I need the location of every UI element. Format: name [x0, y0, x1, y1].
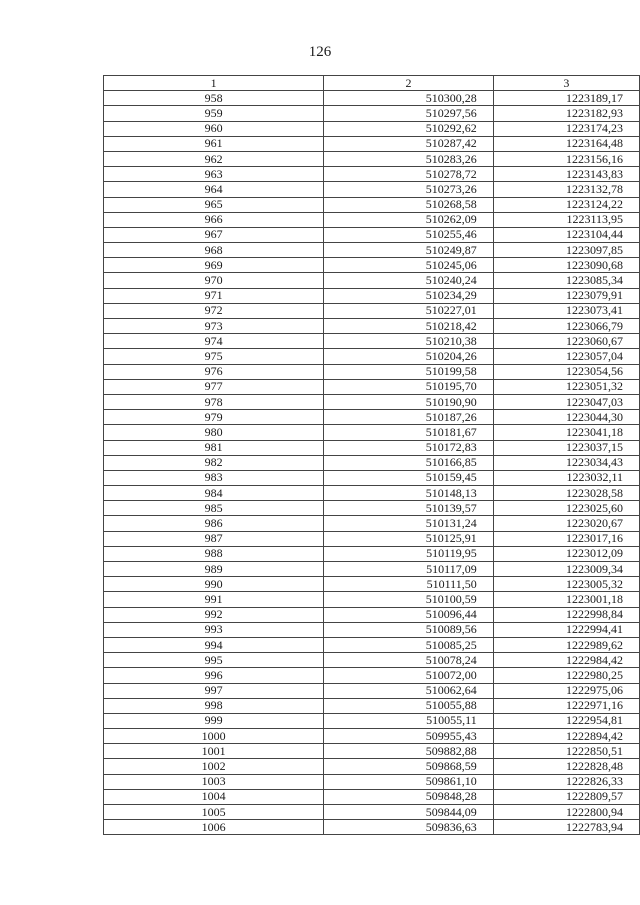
x-coordinate-cell: 510245,06: [324, 258, 494, 273]
column-header-y: 3: [493, 76, 639, 91]
y-coordinate-cell: 1223143,83: [493, 167, 639, 182]
y-coordinate-cell: 1223047,03: [493, 394, 639, 409]
point-number-cell: 987: [104, 531, 324, 546]
x-coordinate-cell: 510055,88: [324, 698, 494, 713]
y-coordinate-cell: 1223020,67: [493, 516, 639, 531]
point-number-cell: 973: [104, 319, 324, 334]
table-row: [104, 531, 640, 546]
point-number-cell: 978: [104, 394, 324, 409]
x-coordinate-cell: 510100,59: [324, 592, 494, 607]
point-number-cell: 988: [104, 546, 324, 561]
x-coordinate-cell: 510297,56: [324, 106, 494, 121]
table-row: [104, 394, 640, 409]
table-row: [104, 319, 640, 334]
point-number-cell: 962: [104, 151, 324, 166]
table-row: [104, 486, 640, 501]
point-number-cell: 959: [104, 106, 324, 121]
x-coordinate-cell: 510300,28: [324, 91, 494, 106]
y-coordinate-cell: 1223017,16: [493, 531, 639, 546]
table-row: [104, 759, 640, 774]
point-number-cell: 979: [104, 410, 324, 425]
y-coordinate-cell: 1222975,06: [493, 683, 639, 698]
x-coordinate-cell: 510148,13: [324, 486, 494, 501]
x-coordinate-cell: 510199,58: [324, 364, 494, 379]
table-row: [104, 440, 640, 455]
y-coordinate-cell: 1222989,62: [493, 637, 639, 652]
point-number-cell: 1000: [104, 729, 324, 744]
point-number-cell: 968: [104, 243, 324, 258]
y-coordinate-cell: 1222809,57: [493, 789, 639, 804]
x-coordinate-cell: 510234,29: [324, 288, 494, 303]
point-number-cell: 958: [104, 91, 324, 106]
table-row: [104, 303, 640, 318]
x-coordinate-cell: 510204,26: [324, 349, 494, 364]
x-coordinate-cell: 509868,59: [324, 759, 494, 774]
table-row: [104, 258, 640, 273]
y-coordinate-cell: 1222800,94: [493, 805, 639, 820]
y-coordinate-cell: 1223113,95: [493, 212, 639, 227]
y-coordinate-cell: 1222971,16: [493, 698, 639, 713]
x-coordinate-cell: 510287,42: [324, 136, 494, 151]
point-number-cell: 994: [104, 637, 324, 652]
table-row: [104, 470, 640, 485]
x-coordinate-cell: 510139,57: [324, 501, 494, 516]
y-coordinate-cell: 1223189,17: [493, 91, 639, 106]
y-coordinate-cell: 1223041,18: [493, 425, 639, 440]
table-row: [104, 379, 640, 394]
x-coordinate-cell: 510055,11: [324, 713, 494, 728]
x-coordinate-cell: 510210,38: [324, 334, 494, 349]
x-coordinate-cell: 510292,62: [324, 121, 494, 136]
y-coordinate-cell: 1222984,42: [493, 653, 639, 668]
table-row: [104, 197, 640, 212]
y-coordinate-cell: 1223066,79: [493, 319, 639, 334]
point-number-cell: 991: [104, 592, 324, 607]
y-coordinate-cell: 1223032,11: [493, 470, 639, 485]
x-coordinate-cell: 510240,24: [324, 273, 494, 288]
point-number-cell: 970: [104, 273, 324, 288]
table-row: [104, 243, 640, 258]
y-coordinate-cell: 1223090,68: [493, 258, 639, 273]
y-coordinate-cell: 1223060,67: [493, 334, 639, 349]
point-number-cell: 982: [104, 455, 324, 470]
y-coordinate-cell: 1223057,04: [493, 349, 639, 364]
point-number-cell: 1005: [104, 805, 324, 820]
column-header-number: 1: [104, 76, 324, 91]
point-number-cell: 983: [104, 470, 324, 485]
table-row: [104, 683, 640, 698]
table-row: [104, 668, 640, 683]
x-coordinate-cell: 510096,44: [324, 607, 494, 622]
y-coordinate-cell: 1223037,15: [493, 440, 639, 455]
y-coordinate-cell: 1222980,25: [493, 668, 639, 683]
y-coordinate-cell: 1222826,33: [493, 774, 639, 789]
point-number-cell: 965: [104, 197, 324, 212]
table-row: [104, 637, 640, 652]
x-coordinate-cell: 510172,83: [324, 440, 494, 455]
x-coordinate-cell: 510249,87: [324, 243, 494, 258]
y-coordinate-cell: 1223097,85: [493, 243, 639, 258]
table-row: [104, 607, 640, 622]
point-number-cell: 998: [104, 698, 324, 713]
x-coordinate-cell: 510278,72: [324, 167, 494, 182]
y-coordinate-cell: 1223051,32: [493, 379, 639, 394]
table-row: [104, 653, 640, 668]
point-number-cell: 975: [104, 349, 324, 364]
table-row: [104, 364, 640, 379]
column-header-x: 2: [324, 76, 494, 91]
x-coordinate-cell: 509844,09: [324, 805, 494, 820]
point-number-cell: 980: [104, 425, 324, 440]
table-row: [104, 744, 640, 759]
x-coordinate-cell: 510283,26: [324, 151, 494, 166]
x-coordinate-cell: 510131,24: [324, 516, 494, 531]
table-row: [104, 805, 640, 820]
y-coordinate-cell: 1222994,41: [493, 622, 639, 637]
point-number-cell: 1004: [104, 789, 324, 804]
y-coordinate-cell: 1222894,42: [493, 729, 639, 744]
y-coordinate-cell: 1223034,43: [493, 455, 639, 470]
y-coordinate-cell: 1223025,60: [493, 501, 639, 516]
y-coordinate-cell: 1223156,16: [493, 151, 639, 166]
y-coordinate-cell: 1223182,93: [493, 106, 639, 121]
point-number-cell: 992: [104, 607, 324, 622]
x-coordinate-cell: 510255,46: [324, 227, 494, 242]
table-row: [104, 182, 640, 197]
point-number-cell: 985: [104, 501, 324, 516]
table-body: [104, 91, 640, 835]
point-number-cell: 990: [104, 577, 324, 592]
x-coordinate-cell: 510111,50: [324, 577, 494, 592]
point-number-cell: 999: [104, 713, 324, 728]
x-coordinate-cell: 510187,26: [324, 410, 494, 425]
y-coordinate-cell: 1223044,30: [493, 410, 639, 425]
x-coordinate-cell: 509882,88: [324, 744, 494, 759]
table-row: [104, 227, 640, 242]
table-row: [104, 212, 640, 227]
x-coordinate-cell: 510117,09: [324, 562, 494, 577]
y-coordinate-cell: 1223005,32: [493, 577, 639, 592]
point-number-cell: 997: [104, 683, 324, 698]
point-number-cell: 1002: [104, 759, 324, 774]
y-coordinate-cell: 1222828,48: [493, 759, 639, 774]
point-number-cell: 967: [104, 227, 324, 242]
table-row: [104, 501, 640, 516]
point-number-cell: 972: [104, 303, 324, 318]
table-row: [104, 820, 640, 835]
table-row: [104, 410, 640, 425]
table-header: [104, 76, 640, 91]
point-number-cell: 971: [104, 288, 324, 303]
x-coordinate-cell: 510062,64: [324, 683, 494, 698]
point-number-cell: 989: [104, 562, 324, 577]
point-number-cell: 977: [104, 379, 324, 394]
point-number-cell: 966: [104, 212, 324, 227]
y-coordinate-cell: 1222850,51: [493, 744, 639, 759]
point-number-cell: 996: [104, 668, 324, 683]
table-row: [104, 121, 640, 136]
y-coordinate-cell: 1223009,34: [493, 562, 639, 577]
table-row: [104, 151, 640, 166]
point-number-cell: 984: [104, 486, 324, 501]
point-number-cell: 981: [104, 440, 324, 455]
table-row: [104, 349, 640, 364]
y-coordinate-cell: 1223001,18: [493, 592, 639, 607]
table-row: [104, 106, 640, 121]
point-number-cell: 1001: [104, 744, 324, 759]
y-coordinate-cell: 1223124,22: [493, 197, 639, 212]
point-number-cell: 961: [104, 136, 324, 151]
point-number-cell: 976: [104, 364, 324, 379]
x-coordinate-cell: 509861,10: [324, 774, 494, 789]
x-coordinate-cell: 510159,45: [324, 470, 494, 485]
x-coordinate-cell: 510195,70: [324, 379, 494, 394]
point-number-cell: 993: [104, 622, 324, 637]
y-coordinate-cell: 1222783,94: [493, 820, 639, 835]
x-coordinate-cell: 510181,67: [324, 425, 494, 440]
table-row: [104, 91, 640, 106]
coordinates-table: [103, 75, 640, 835]
point-number-cell: 986: [104, 516, 324, 531]
y-coordinate-cell: 1223164,48: [493, 136, 639, 151]
y-coordinate-cell: 1223028,58: [493, 486, 639, 501]
table-row: [104, 789, 640, 804]
table-row: [104, 729, 640, 744]
table-row: [104, 288, 640, 303]
y-coordinate-cell: 1223054,56: [493, 364, 639, 379]
table-row: [104, 455, 640, 470]
table-header-row: [104, 76, 640, 91]
page-number: 126: [308, 44, 332, 60]
x-coordinate-cell: 510089,56: [324, 622, 494, 637]
y-coordinate-cell: 1223132,78: [493, 182, 639, 197]
x-coordinate-cell: 510119,95: [324, 546, 494, 561]
table-row: [104, 546, 640, 561]
x-coordinate-cell: 510227,01: [324, 303, 494, 318]
table-row: [104, 136, 640, 151]
y-coordinate-cell: 1223079,91: [493, 288, 639, 303]
table-row: [104, 698, 640, 713]
x-coordinate-cell: 509836,63: [324, 820, 494, 835]
table-row: [104, 167, 640, 182]
y-coordinate-cell: 1223085,34: [493, 273, 639, 288]
x-coordinate-cell: 510085,25: [324, 637, 494, 652]
point-number-cell: 1003: [104, 774, 324, 789]
y-coordinate-cell: 1223104,44: [493, 227, 639, 242]
x-coordinate-cell: 509848,28: [324, 789, 494, 804]
point-number-cell: 995: [104, 653, 324, 668]
x-coordinate-cell: 510166,85: [324, 455, 494, 470]
x-coordinate-cell: 510078,24: [324, 653, 494, 668]
table-row: [104, 334, 640, 349]
table-row: [104, 273, 640, 288]
table-row: [104, 562, 640, 577]
point-number-cell: 964: [104, 182, 324, 197]
table-row: [104, 592, 640, 607]
table-row: [104, 516, 640, 531]
table-row: [104, 425, 640, 440]
y-coordinate-cell: 1222998,84: [493, 607, 639, 622]
table-row: [104, 577, 640, 592]
x-coordinate-cell: 510262,09: [324, 212, 494, 227]
y-coordinate-cell: 1223012,09: [493, 546, 639, 561]
x-coordinate-cell: 510218,42: [324, 319, 494, 334]
point-number-cell: 963: [104, 167, 324, 182]
table-row: [104, 622, 640, 637]
point-number-cell: 1006: [104, 820, 324, 835]
point-number-cell: 960: [104, 121, 324, 136]
point-number-cell: 974: [104, 334, 324, 349]
table-row: [104, 713, 640, 728]
y-coordinate-cell: 1223174,23: [493, 121, 639, 136]
x-coordinate-cell: 510190,90: [324, 394, 494, 409]
y-coordinate-cell: 1223073,41: [493, 303, 639, 318]
y-coordinate-cell: 1222954,81: [493, 713, 639, 728]
x-coordinate-cell: 510125,91: [324, 531, 494, 546]
x-coordinate-cell: 510268,58: [324, 197, 494, 212]
x-coordinate-cell: 510072,00: [324, 668, 494, 683]
x-coordinate-cell: 509955,43: [324, 729, 494, 744]
point-number-cell: 969: [104, 258, 324, 273]
x-coordinate-cell: 510273,26: [324, 182, 494, 197]
table-row: [104, 774, 640, 789]
